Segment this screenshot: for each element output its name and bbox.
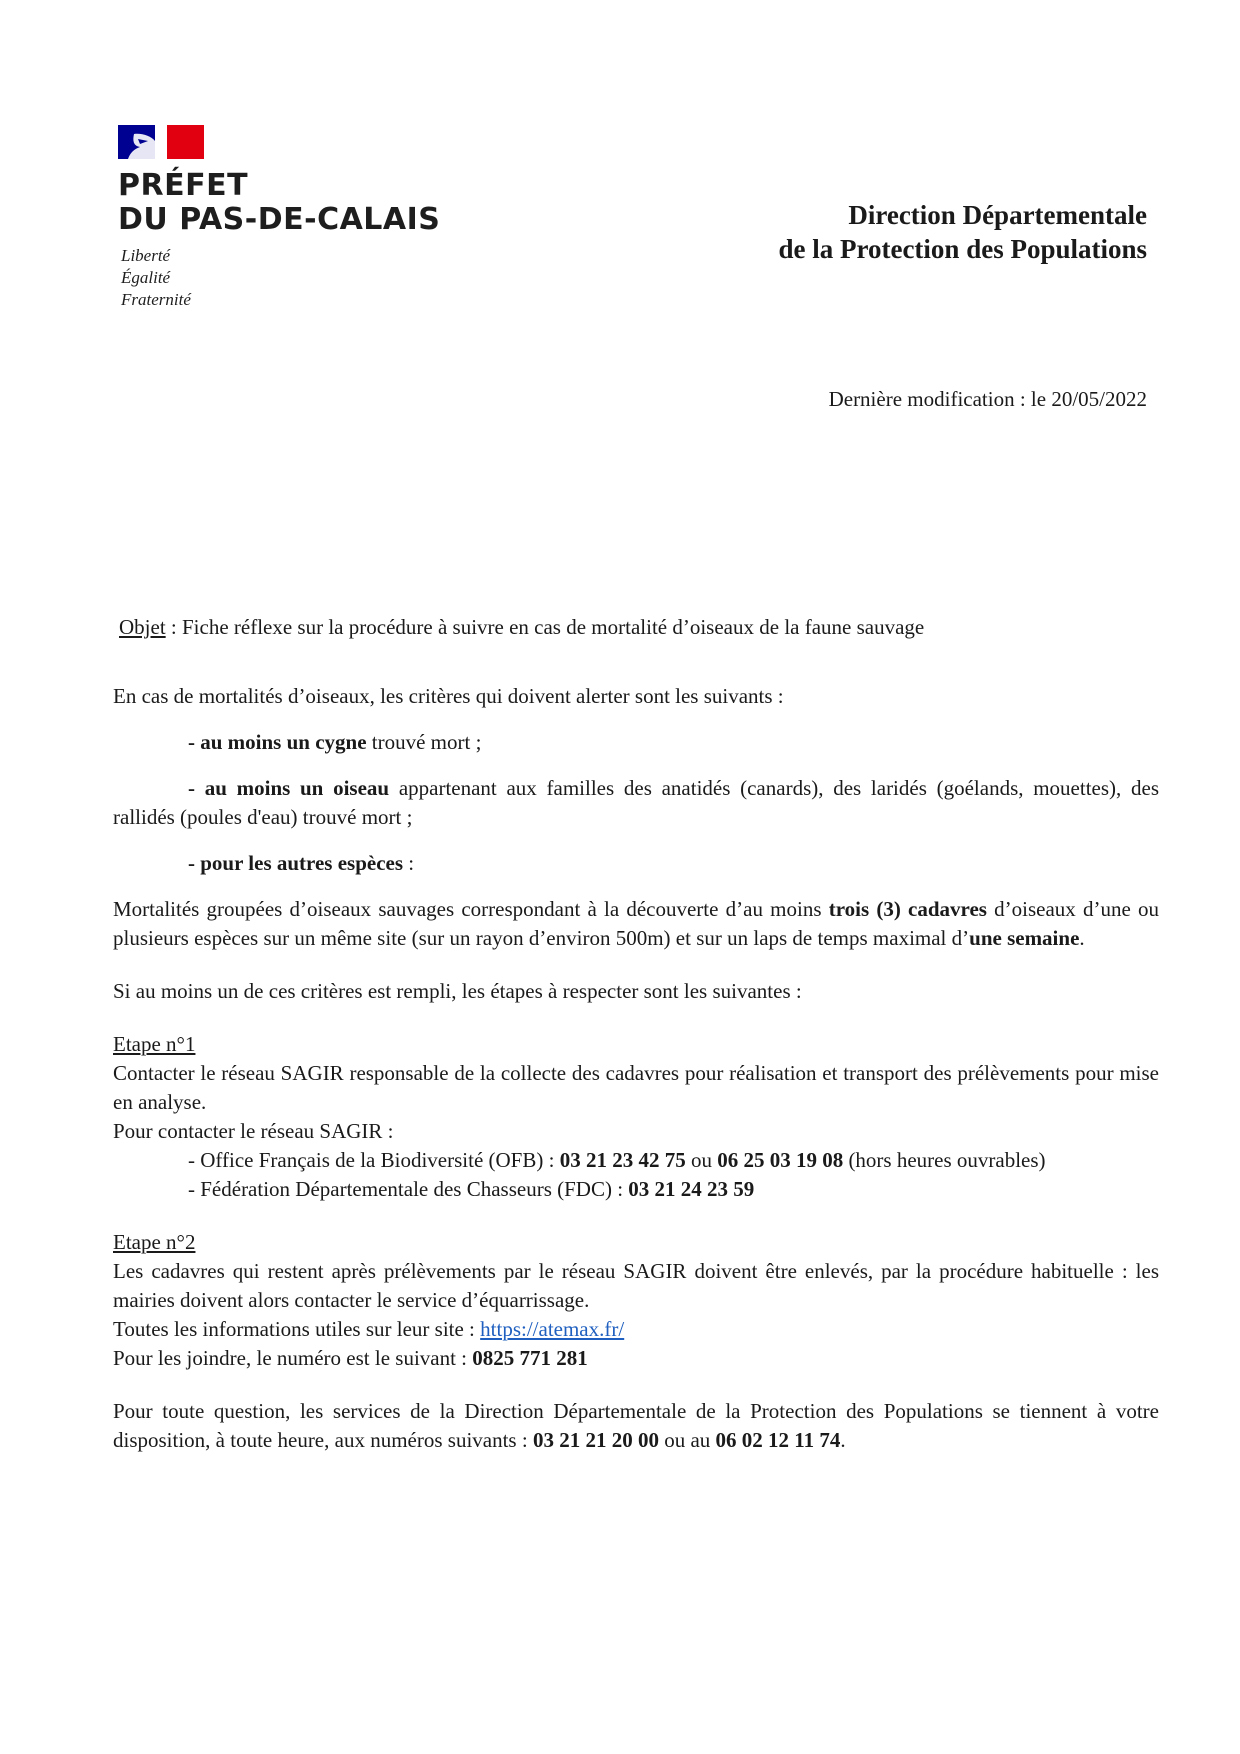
document-body bbox=[113, 613, 1159, 1455]
step1-title: Etape n°1 bbox=[113, 1032, 196, 1056]
criterion-cygne-rest: trouvé mort ; bbox=[366, 730, 482, 754]
criterion-autres-bold: - pour les autres espèces bbox=[188, 851, 404, 875]
marianne-flag-icon bbox=[118, 125, 204, 159]
fdc-label: - Fédération Départementale des Chasseurs (FDC) : bbox=[188, 1177, 629, 1201]
criterion-oiseau bbox=[113, 774, 1159, 832]
closing-paragraph bbox=[113, 1397, 1159, 1455]
criterion-oiseau-rest: appartenant aux familles des anatidés (canards), des laridés (goélands, mouettes), des rallidés (poules d'eau) trouvé mort ; bbox=[113, 776, 1159, 829]
criterion-oiseau-bold: - au moins un oiseau bbox=[188, 776, 390, 800]
criterion-cygne-bold: - au moins un cygne bbox=[188, 730, 367, 754]
last-modified: Dernière modification : le 20/05/2022 bbox=[828, 387, 1147, 411]
grouped-text-e: . bbox=[1079, 926, 1085, 950]
step2-info-label: Toutes les informations utiles sur leur site : bbox=[113, 1317, 481, 1341]
org-name-line1: PRÉFET bbox=[118, 168, 249, 203]
criteria-intro: En cas de mortalités d’oiseaux, les critères qui doivent alerter sont les suivants : bbox=[113, 684, 784, 708]
motto-egalite: Égalité bbox=[121, 268, 171, 287]
ofb-or: ou bbox=[685, 1148, 718, 1172]
direction-line1: Direction Départementale bbox=[848, 200, 1147, 230]
criterion-cygne bbox=[113, 728, 1159, 757]
closing-or: ou au bbox=[658, 1428, 716, 1452]
closing-phone2: 06 02 12 11 74 bbox=[715, 1428, 841, 1452]
grouped-mortality bbox=[113, 895, 1159, 953]
closing-phone1: 03 21 21 20 00 bbox=[532, 1428, 659, 1452]
atemax-link[interactable]: https://atemax.fr/ bbox=[480, 1317, 625, 1341]
step1-text: Contacter le réseau SAGIR responsable de la collecte des cadavres pour réalisation et transport des prélèvements pour mise en analyse. bbox=[113, 1061, 1159, 1114]
direction-line2: de la Protection des Populations bbox=[778, 234, 1147, 264]
prefecture-logo bbox=[118, 125, 458, 311]
step2-reach bbox=[113, 1344, 1159, 1373]
motto-liberte: Liberté bbox=[121, 246, 171, 265]
ofb-phone2: 06 25 03 19 08 bbox=[717, 1148, 844, 1172]
motto-fraternite: Fraternité bbox=[121, 290, 191, 309]
republic-motto bbox=[118, 245, 458, 311]
step2-reach-phone: 0825 771 281 bbox=[472, 1346, 588, 1370]
direction-title bbox=[778, 198, 1147, 266]
contact-fdc bbox=[113, 1175, 1159, 1204]
objet-text: : Fiche réflexe sur la procédure à suivre en cas de mortalité d’oiseaux de la faune sauvage bbox=[165, 615, 925, 639]
closing-end: . bbox=[840, 1428, 846, 1452]
ofb-label: - Office Français de la Biodiversité (OFB) : bbox=[188, 1148, 560, 1172]
ofb-phone1: 03 21 23 42 75 bbox=[559, 1148, 686, 1172]
step2-text: Les cadavres qui restent après prélèvements par le réseau SAGIR doivent être enlevés, par la procédure habituelle : les mairies doivent alors contacter le service d’équarrissage. bbox=[113, 1259, 1159, 1312]
step2-info bbox=[113, 1315, 1159, 1344]
closing-text: Pour toute question, les services de la Direction Départementale de la Protection des Populations se tiennent à votre disposition, à toute heure, aux numéros suivants : bbox=[113, 1399, 1159, 1452]
org-name bbox=[118, 169, 458, 237]
org-name-line2: DU PAS-DE-CALAIS bbox=[118, 202, 441, 237]
grouped-text-a: Mortalités groupées d’oiseaux sauvages correspondant à la découverte d’au moins bbox=[113, 897, 829, 921]
objet-line bbox=[113, 613, 1159, 642]
contact-ofb bbox=[113, 1146, 1159, 1175]
criteria-met: Si au moins un de ces critères est rempli, les étapes à respecter sont les suivantes : bbox=[113, 979, 802, 1003]
grouped-text-bold1: trois (3) cadavres bbox=[828, 897, 987, 921]
grouped-text-c: d’oiseaux d’une ou plusieurs espèces sur un même site (sur un rayon d’environ 500m) et sur un laps de temps maximal d’ bbox=[113, 897, 1159, 950]
grouped-text-bold2: une semaine bbox=[969, 926, 1080, 950]
criterion-autres bbox=[113, 849, 1159, 878]
ofb-note: (hors heures ouvrables) bbox=[843, 1148, 1046, 1172]
fdc-phone: 03 21 24 23 59 bbox=[628, 1177, 755, 1201]
step2-reach-label: Pour les joindre, le numéro est le suivant : bbox=[113, 1346, 473, 1370]
criterion-autres-rest: : bbox=[403, 851, 415, 875]
step1-contact-intro: Pour contacter le réseau SAGIR : bbox=[113, 1119, 394, 1143]
step2-title: Etape n°2 bbox=[113, 1230, 196, 1254]
objet-label: Objet bbox=[119, 615, 166, 639]
